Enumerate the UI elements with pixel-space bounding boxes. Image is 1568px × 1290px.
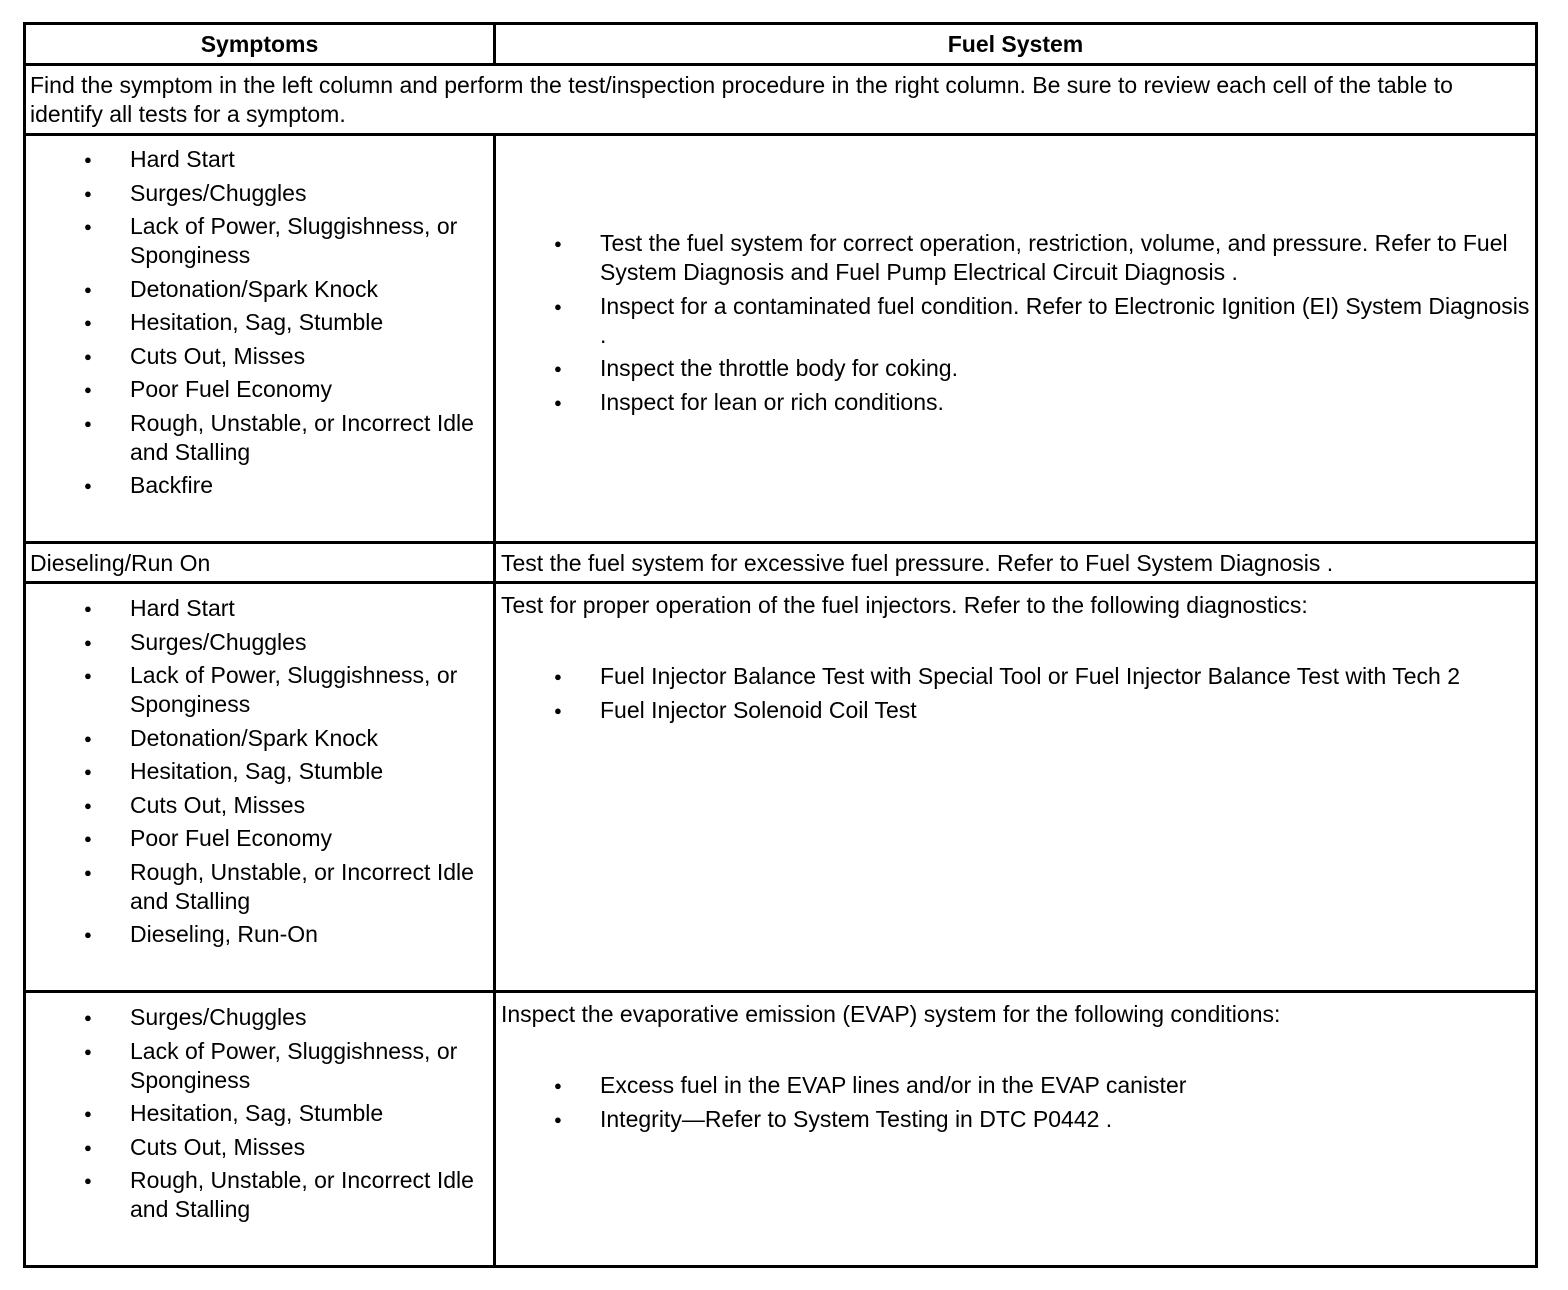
test-item: ● Fuel Injector Balance Test with Special Tool or Fuel Injector Balance Test with Tech 2 bbox=[496, 662, 1535, 691]
symptom-item: ● Lack of Power, Sluggishness, or Sponginess bbox=[26, 661, 492, 719]
row1-symptoms bbox=[26, 145, 492, 505]
symptom-item: ● Detonation/Spark Knock bbox=[26, 724, 492, 753]
symptom-item: ● Lack of Power, Sluggishness, or Sponginess bbox=[26, 1037, 492, 1095]
symptom-item: ● Cuts Out, Misses bbox=[26, 342, 492, 371]
test-item: ● Test the fuel system for correct operation, restriction, volume, and pressure. Refer to Fuel System Diagnosis and Fuel Pump Electrical Circuit Diagnosis . bbox=[496, 229, 1535, 287]
row3-tests bbox=[496, 662, 1535, 729]
symptom-item: ● Backfire bbox=[26, 471, 492, 500]
test-item: ● Excess fuel in the EVAP lines and/or in the EVAP canister bbox=[496, 1071, 1535, 1100]
fuel-system-header: Fuel System bbox=[947, 31, 1084, 57]
row2-divider bbox=[26, 581, 1535, 584]
row4-test-intro: Inspect the evaporative emission (EVAP) system for the following conditions: bbox=[501, 1001, 1281, 1027]
test-item: ● Inspect for lean or rich conditions. bbox=[496, 388, 1535, 417]
row3-symptoms bbox=[26, 594, 492, 954]
symptom-item: ● Poor Fuel Economy bbox=[26, 824, 492, 853]
intro-divider bbox=[26, 133, 1535, 136]
header-divider bbox=[26, 63, 1535, 66]
test-item: ● Inspect for a contaminated fuel condition. Refer to Electronic Ignition (EI) System Diagnosis . bbox=[496, 292, 1535, 350]
symptoms-header: Symptoms bbox=[200, 31, 319, 57]
row1-tests bbox=[496, 229, 1535, 421]
symptom-item: ● Surges/Chuggles bbox=[26, 628, 492, 657]
symptom-item: ● Dieseling, Run-On bbox=[26, 920, 492, 949]
symptom-item: ● Rough, Unstable, or Incorrect Idle and Stalling bbox=[26, 858, 492, 916]
symptom-item: ● Cuts Out, Misses bbox=[26, 1133, 492, 1162]
symptom-item: ● Hard Start bbox=[26, 594, 492, 623]
intro-text: Find the symptom in the left column and perform the test/inspection procedure in the right column. Be sure to review each cell of the table to identify all tests for a symptom. bbox=[30, 72, 1453, 127]
row4-symptoms bbox=[26, 1003, 492, 1229]
row3-test-intro: Test for proper operation of the fuel injectors. Refer to the following diagnostics: bbox=[501, 592, 1308, 618]
row2-symptom: Dieseling/Run On bbox=[30, 550, 211, 576]
symptom-item: ● Lack of Power, Sluggishness, or Sponginess bbox=[26, 212, 492, 270]
test-item: ● Inspect the throttle body for coking. bbox=[496, 354, 1535, 383]
row1-divider bbox=[26, 541, 1535, 544]
symptom-item: ● Rough, Unstable, or Incorrect Idle and Stalling bbox=[26, 1166, 492, 1224]
symptom-item: ● Hesitation, Sag, Stumble bbox=[26, 308, 492, 337]
test-item: ● Fuel Injector Solenoid Coil Test bbox=[496, 696, 1535, 725]
symptom-item: ● Hesitation, Sag, Stumble bbox=[26, 757, 492, 786]
symptom-item: ● Hesitation, Sag, Stumble bbox=[26, 1099, 492, 1128]
symptom-item: ● Surges/Chuggles bbox=[26, 1003, 492, 1032]
row3-divider bbox=[26, 990, 1535, 993]
test-item: ● Integrity—Refer to System Testing in DTC P0442 . bbox=[496, 1105, 1535, 1134]
symptom-item: ● Detonation/Spark Knock bbox=[26, 275, 492, 304]
symptom-item: ● Cuts Out, Misses bbox=[26, 791, 492, 820]
row4-tests bbox=[496, 1071, 1535, 1138]
symptom-item: ● Surges/Chuggles bbox=[26, 179, 492, 208]
diagnostic-table bbox=[23, 22, 1538, 1268]
symptom-item: ● Hard Start bbox=[26, 145, 492, 174]
symptom-item: ● Poor Fuel Economy bbox=[26, 375, 492, 404]
symptom-item: ● Rough, Unstable, or Incorrect Idle and Stalling bbox=[26, 409, 492, 467]
row2-test: Test the fuel system for excessive fuel pressure. Refer to Fuel System Diagnosis . bbox=[501, 550, 1334, 576]
